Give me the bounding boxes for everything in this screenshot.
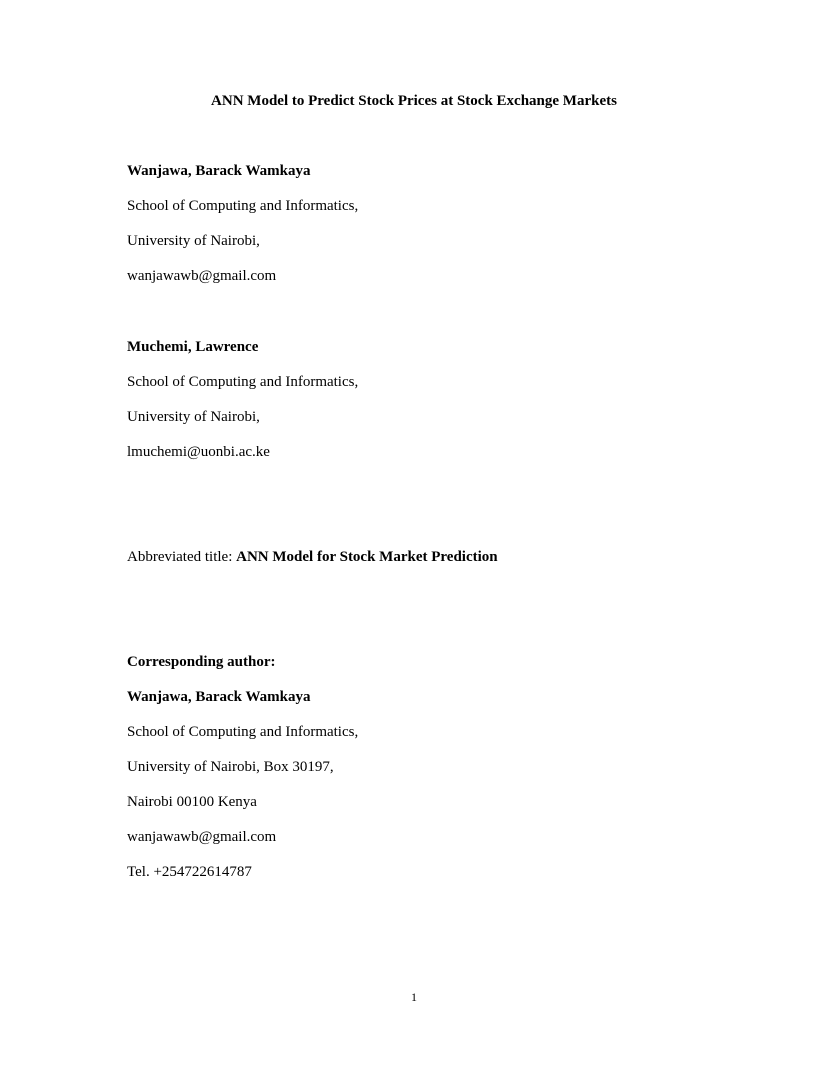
abbreviated-title-value: ANN Model for Stock Market Prediction — [236, 549, 498, 565]
paper-title: ANN Model to Predict Stock Prices at Stock Exchange Markets — [211, 93, 617, 109]
author1-university: University of Nairobi, — [127, 233, 260, 249]
abbreviated-title-label: Abbreviated title: — [127, 549, 237, 565]
author1-name: Wanjawa, Barack Wamkaya — [127, 163, 311, 179]
author1-email: wanjawawb@gmail.com — [127, 268, 277, 284]
corresponding-university: University of Nairobi, Box 30197, — [127, 759, 334, 775]
author2-university: University of Nairobi, — [127, 409, 260, 425]
page-number: 1 — [411, 990, 417, 1004]
author2-name: Muchemi, Lawrence — [127, 339, 259, 355]
corresponding-name: Wanjawa, Barack Wamkaya — [127, 689, 311, 705]
corresponding-school: School of Computing and Informatics, — [127, 724, 359, 740]
author1-school: School of Computing and Informatics, — [127, 198, 359, 214]
corresponding-heading: Corresponding author: — [127, 654, 276, 670]
abbreviated-title — [127, 548, 498, 566]
author2-school: School of Computing and Informatics, — [127, 374, 359, 390]
corresponding-city: Nairobi 00100 Kenya — [127, 794, 257, 810]
author2-email: lmuchemi@uonbi.ac.ke — [127, 444, 270, 460]
corresponding-tel: Tel. +254722614787 — [127, 864, 252, 880]
corresponding-email: wanjawawb@gmail.com — [127, 829, 277, 845]
